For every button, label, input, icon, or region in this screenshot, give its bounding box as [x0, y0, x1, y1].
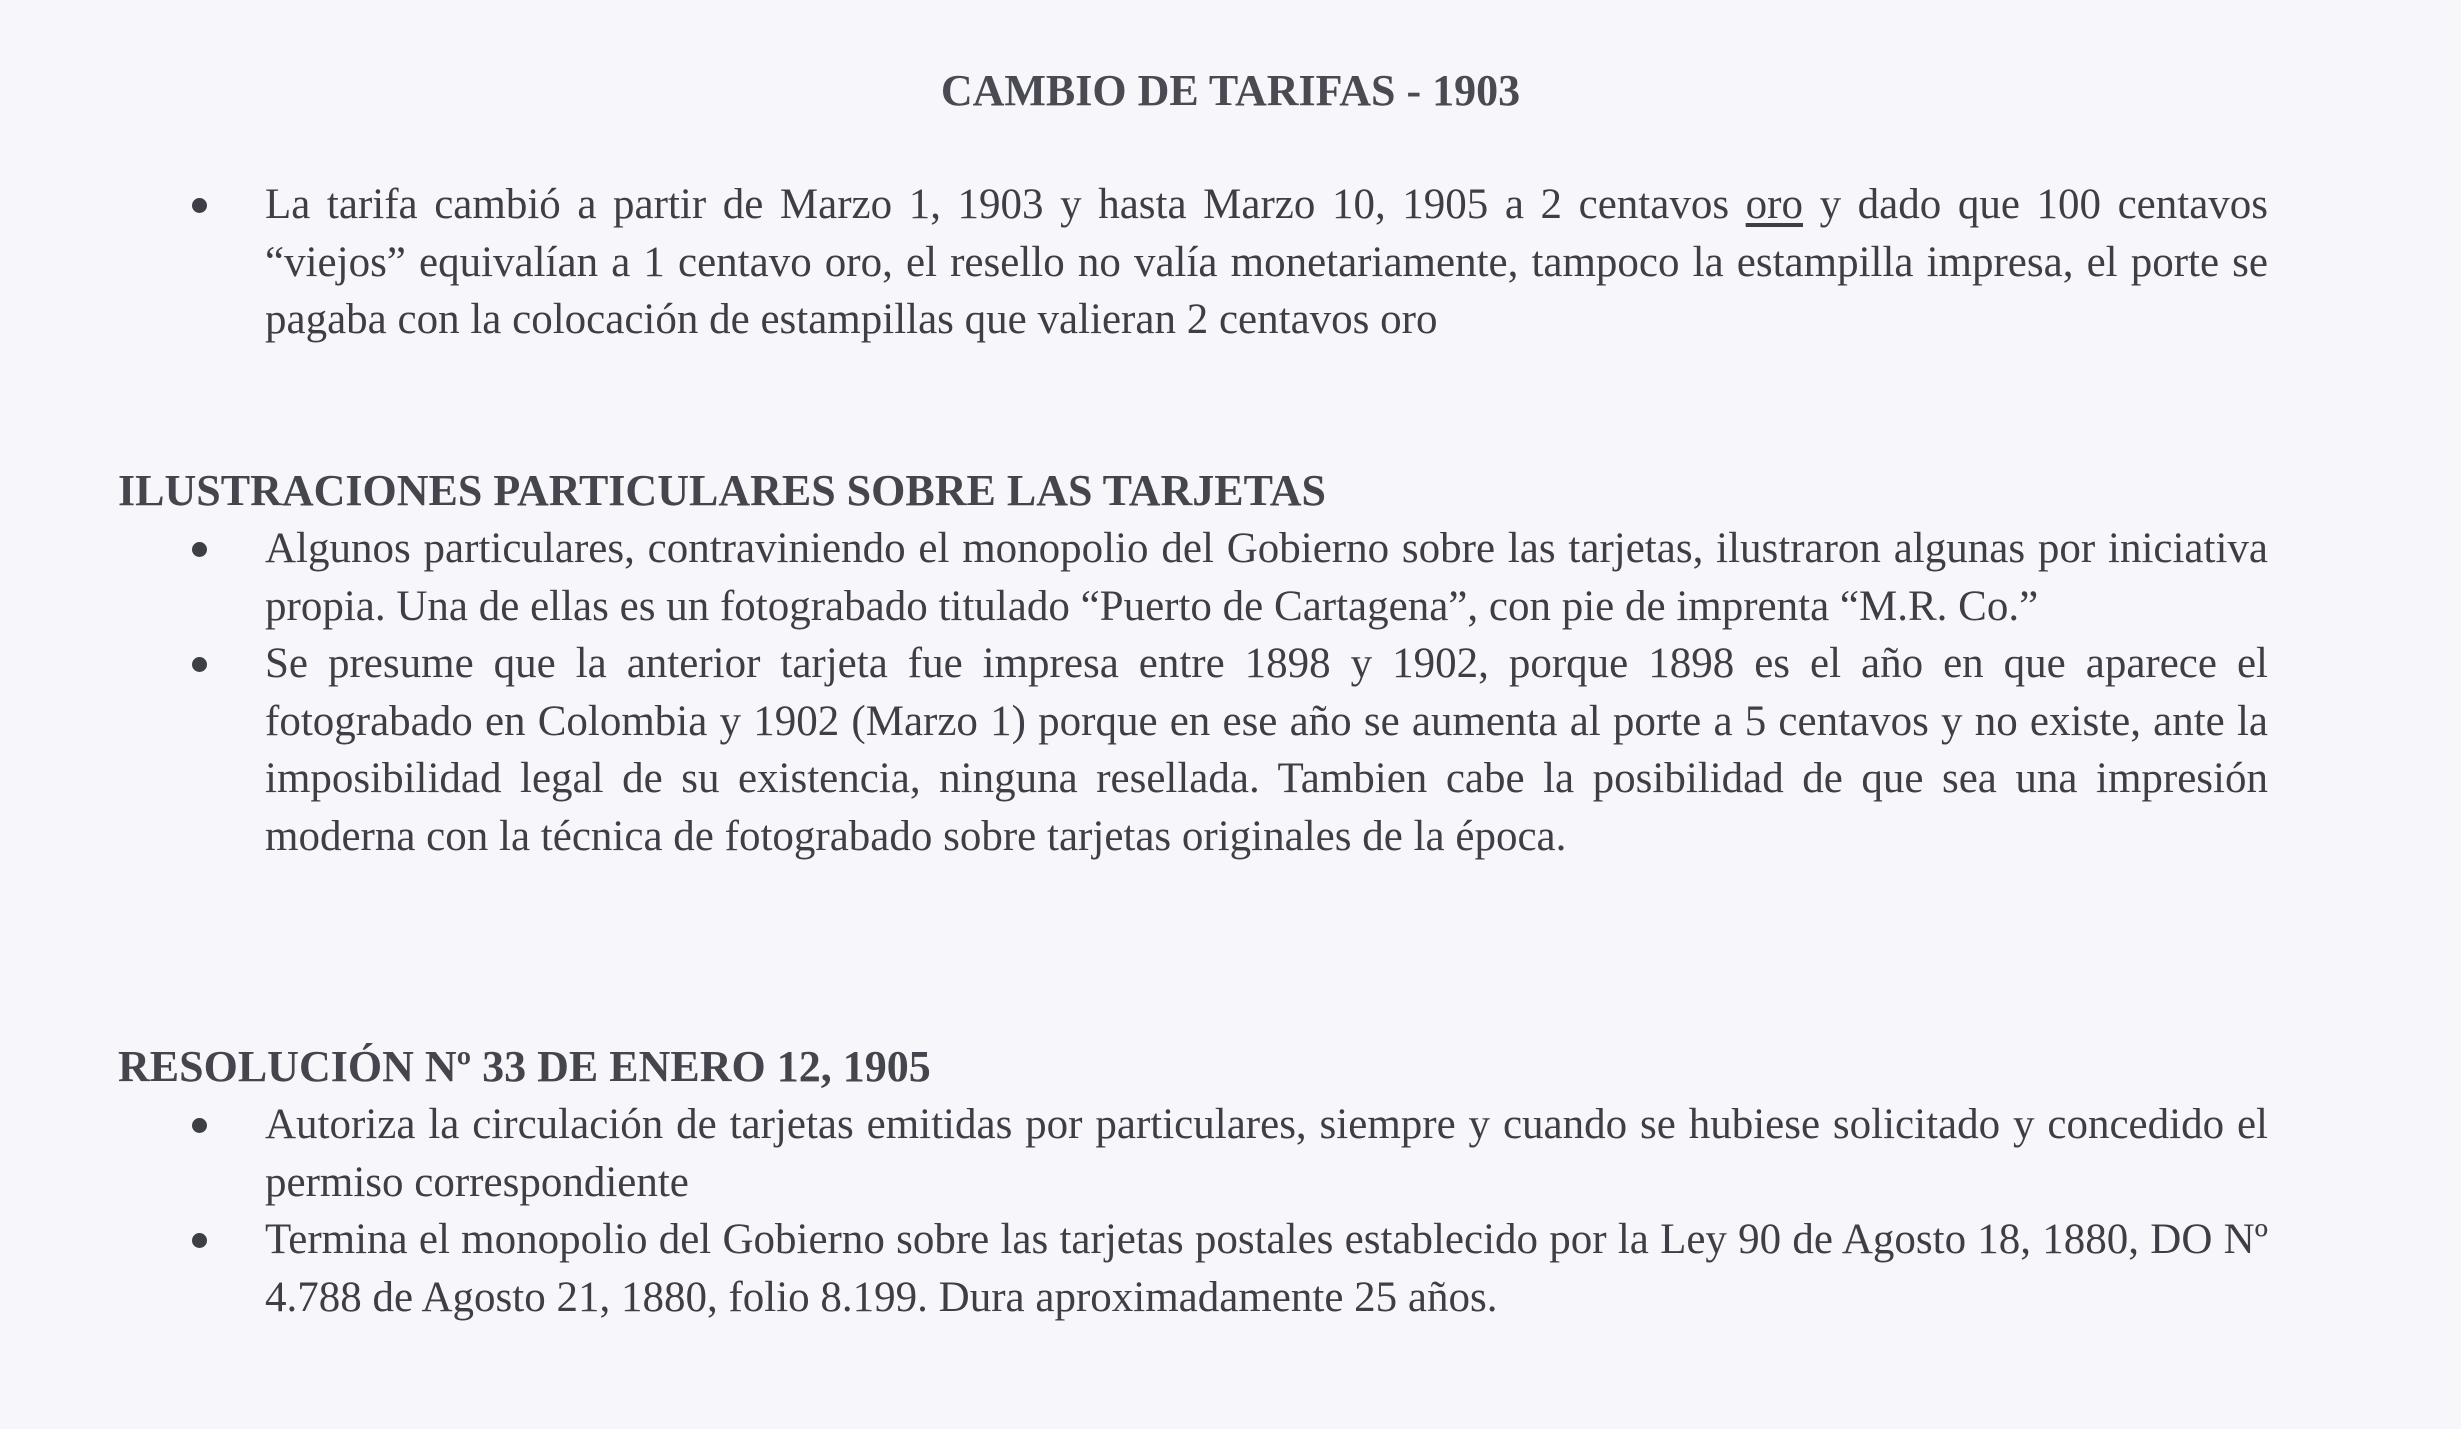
list-item — [118, 1096, 2268, 1211]
bullet-dot-icon — [192, 542, 207, 557]
section-private-illustrations — [118, 462, 2268, 865]
bullet-list — [118, 520, 2268, 865]
bullet-text: Termina el monopolio del Gobierno sobre las tarjetas postales establecido por la Ley 90 de Agosto 18, 1880, DO Nº 4.788 de Agosto 21, 1880, folio 8.199. Dura aproximadamente 25 años. — [265, 1216, 2268, 1321]
bullet-list — [118, 1096, 2268, 1326]
section-resolution-33 — [118, 1038, 2268, 1326]
page-title: CAMBIO DE TARIFAS - 1903 — [940, 66, 1521, 115]
bullet-text: Autoriza la circulación de tarjetas emitidas por particulares, siempre y cuando se hubiese solicitado y concedido el permiso correspondiente — [265, 1101, 2268, 1206]
list-item — [118, 1211, 2268, 1326]
list-item — [118, 635, 2268, 865]
bullet-text: La tarifa cambió a partir de Marzo 1, 1903 y hasta Marzo 10, 1905 a 2 centavos — [265, 181, 1746, 228]
list-item — [118, 520, 2268, 635]
section-tariff-change — [118, 176, 2268, 349]
bullet-text: Se presume que la anterior tarjeta fue impresa entre 1898 y 1902, porque 1898 es el año en que aparece el fotograbado en Colombia y 1902 (Marzo 1) porque en ese año se aumenta al porte a 5 centavos y no existe, ante la imposibilidad legal de su existencia, ninguna resellada. Tambien cabe la posibilidad de que sea una impresión moderna con la técnica de fotograbado sobre tarjetas originales de la época. — [265, 640, 2268, 860]
bullet-text: Algunos particulares, contraviniendo el monopolio del Gobierno sobre las tarjetas, ilustraron algunas por iniciativa propia. Una de ellas es un fotograbado titulado “Puerto de Cartagena”, con pie de imprenta “M.R. Co.” — [265, 525, 2268, 630]
bullet-dot-icon — [192, 1118, 207, 1133]
list-item — [118, 176, 2268, 349]
underlined-word: oro — [1745, 181, 1803, 228]
bullet-text: y dado que 100 centavos “viejos” equivalían a 1 centavo oro, el resello no valía monetariamente, tampoco la estampilla impresa, el porte se pagaba con la colocación de estampillas que valieran 2 centavos oro — [265, 181, 2269, 343]
bullet-dot-icon — [192, 1233, 207, 1248]
bullet-list — [118, 176, 2268, 349]
section-heading: RESOLUCIÓN Nº 33 DE ENERO 12, 1905 — [118, 1042, 931, 1091]
bullet-dot-icon — [192, 198, 207, 213]
bullet-dot-icon — [192, 657, 207, 672]
section-heading: ILUSTRACIONES PARTICULARES SOBRE LAS TARJETAS — [118, 466, 1326, 515]
